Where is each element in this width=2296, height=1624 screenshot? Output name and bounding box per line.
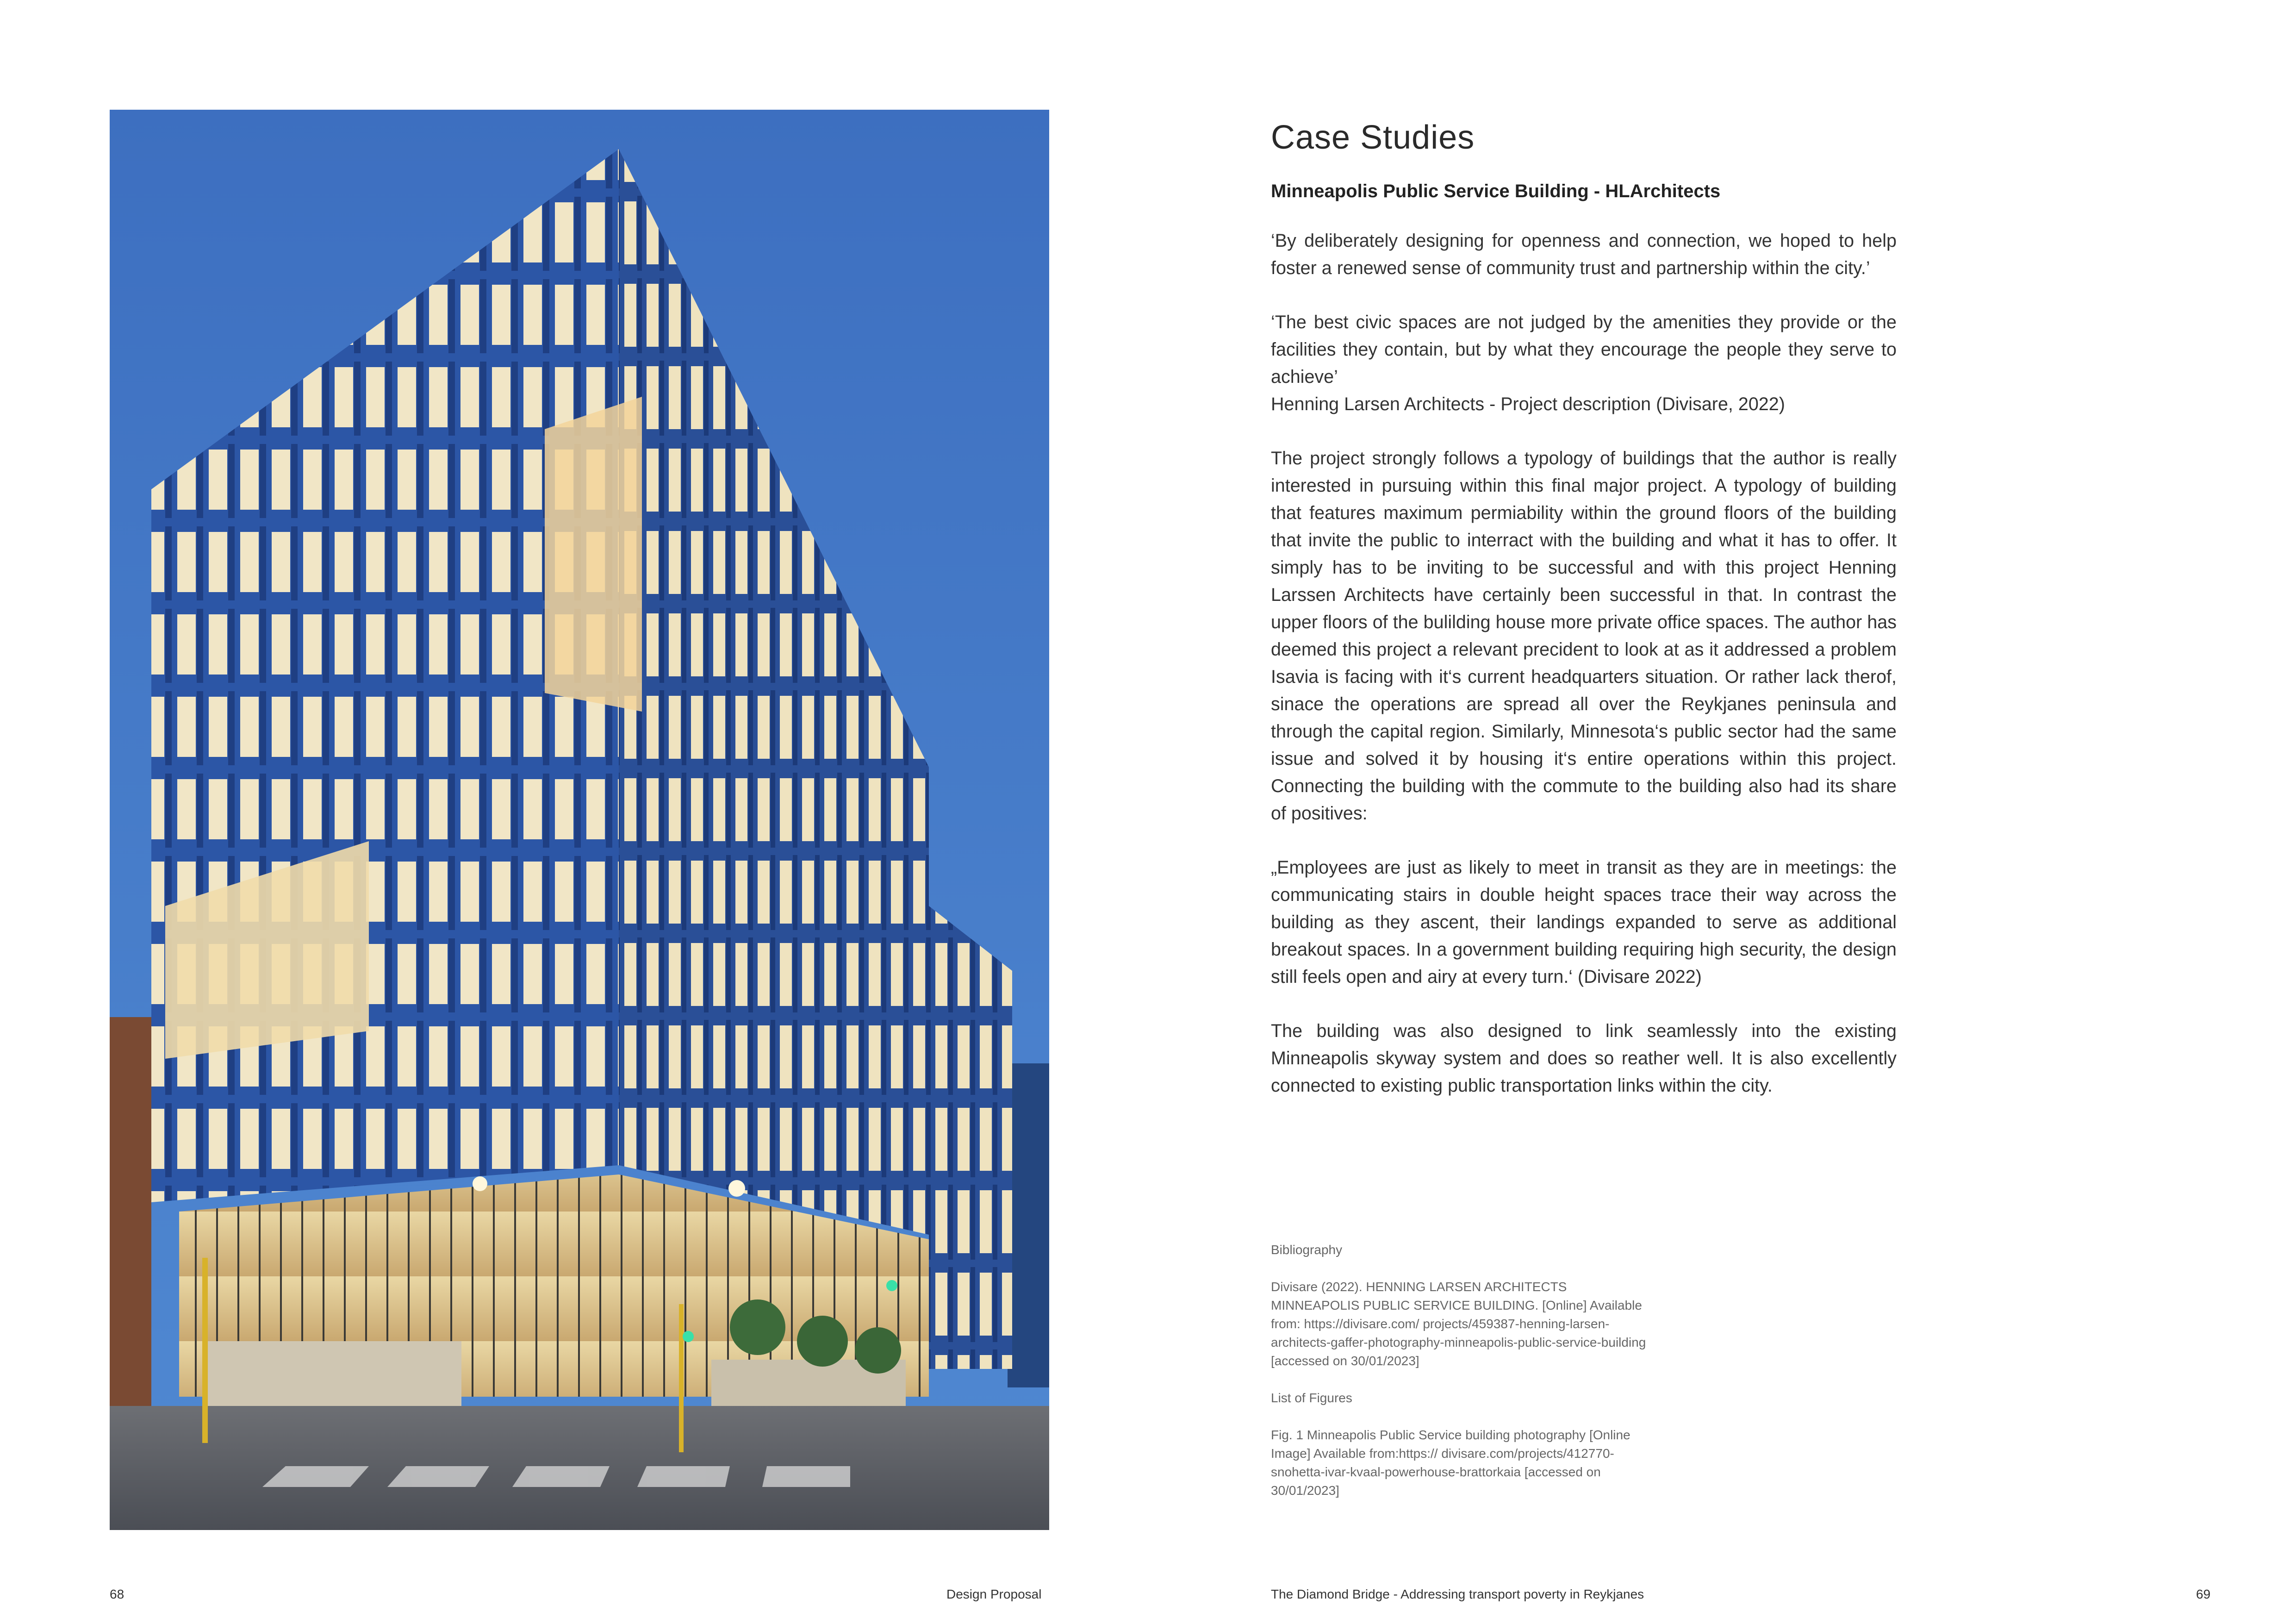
tree [855, 1327, 901, 1374]
planter [202, 1341, 461, 1406]
section-label-left: Design Proposal [946, 1587, 1042, 1601]
traffic-light [886, 1280, 897, 1291]
body-paragraph: The project strongly follows a typology of buildings that the author is really interested in pursuing within this final major project. A typology of building that features maximum permiability within the ground floors of the building that invite the public to interract with the building and what it has to offer. It simply has to be inviting to be successful and with this project Henning Larssen Architects have certainly been successful in that. In contrast the upper floors of the bulilding house more private office spaces. The author has deemed this project a relevant precident to look at as it addressed a problem Isavia is facing with it‘s current headquarters situation. Or rather lack therof, sinace the operations are spread all over the Reykjanes peninsula and through the capital region. Similarly, Minnesota‘s public sector had the same issue and solved it by housing it‘s entire operations within this project. Connecting the building with the commute to the building also had its share of positives: [1271, 448, 1897, 824]
tree [797, 1316, 848, 1367]
case-study-subtitle: Minneapolis Public Service Building - HLArchitects [1271, 181, 1721, 202]
street-lamp [728, 1180, 745, 1197]
page-number-right: 69 [2196, 1587, 2211, 1601]
figures-heading: List of Figures [1271, 1391, 1352, 1405]
street-lamp [473, 1176, 487, 1191]
traffic-light [683, 1331, 694, 1342]
quote-paragraph: ‘By deliberately designing for openness and connection, we hoped to help foster a renewed sense of community trust and partnership within the city.’ [1271, 231, 1897, 279]
article-column [1271, 119, 1897, 1099]
bibliography-entry: Divisare (2022). HENNING LARSEN ARCHITECTS MINNEAPOLIS PUBLIC SERVICE BUILDING. [Online] Available from: https://divisare.com/ projects/459387-henning-larsen-architects-gaffer-photography-minneapolis-public-service-building [accessed on 30/01/2023] [1271, 1280, 1646, 1368]
building-wing [929, 906, 1012, 1369]
tree [730, 1299, 785, 1355]
bibliography [1271, 1241, 1650, 1518]
setback-atrium [545, 397, 642, 712]
building-photo [110, 110, 1049, 1530]
traffic-light-pole [202, 1258, 208, 1443]
quote-text: ‘The best civic spaces are not judged by the amenities they provide or the facilities they contain, but by what they encourage the people they serve to achieve’ [1271, 312, 1897, 387]
brick-building [110, 1017, 151, 1434]
page-title: Case Studies [1271, 119, 1475, 156]
quote-paragraph [1271, 309, 1897, 418]
quote-paragraph: „Employees are just as likely to meet in transit as they are in meetings: the communicating stairs in double height spaces trace their way across the building as they ascent, their landings expanded to serve as additional breakout spaces. In a government building requiring high security, the design still feels open and airy at every turn.‘ (Divisare 2022) [1271, 857, 1897, 987]
quote-source: Henning Larsen Architects - Project description (Divisare, 2022) [1271, 394, 1785, 415]
page-number-left: 68 [110, 1587, 124, 1601]
bibliography-heading: Bibliography [1271, 1243, 1343, 1257]
section-label-right: The Diamond Bridge - Addressing transport poverty in Reykjanes [1271, 1587, 1644, 1601]
figures-entry: Fig. 1 Minneapolis Public Service building photography [Online Image] Available from:https:// divisare.com/projects/412770-snohetta-ivar-kvaal-powerhouse-brattorkaia [accessed on 30/01/2023] [1271, 1428, 1630, 1498]
body-paragraph: The building was also designed to link seamlessly into the existing Minneapolis skyway system and does so reather well. It is also excellently connected to existing public transportation links within the city. [1271, 1021, 1897, 1096]
traffic-light-pole [679, 1304, 684, 1452]
background-building [1008, 1063, 1049, 1387]
